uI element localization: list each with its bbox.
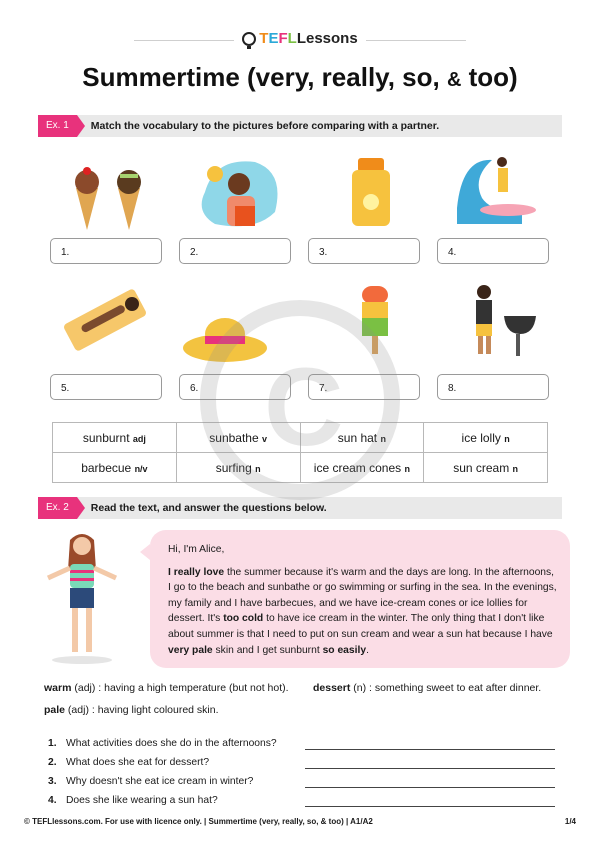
vocab-cell: ice lolly n bbox=[424, 423, 548, 453]
question-item: 4. Does she like wearing a sun hat? bbox=[48, 795, 218, 806]
sunbathing-woman-icon bbox=[60, 280, 150, 360]
answer-line-2[interactable] bbox=[305, 768, 555, 769]
vocab-cell: sun cream n bbox=[424, 453, 548, 483]
questions-list bbox=[48, 734, 298, 810]
barbecue-man-icon bbox=[456, 280, 546, 360]
exercise-2-tag: Ex. 2 bbox=[38, 497, 77, 519]
answer-box-7[interactable]: 7. bbox=[308, 374, 420, 400]
logo-letter-l: L bbox=[287, 30, 297, 47]
vocab-row bbox=[53, 423, 548, 453]
bubble-paragraph: I really love the summer because it's warm and the days are long. In the afternoons, I go to the beach and sunbathe or go swimming or surfing in the sea. In the evenings, my family and I have barbecues, and we have ice-cream cones or ice lollies for dessert. It's too cold to have ice cream in the winter. The only thing that I don't like about summer is that I need to put on sun cream and wear a sun hat because I have very pale skin and I get sunburnt so easily. bbox=[168, 566, 557, 656]
page-title: Summertime (very, really, so, & too) bbox=[82, 62, 518, 92]
vocab-cell: barbecue n/v bbox=[53, 453, 177, 483]
girl-alice-icon bbox=[42, 530, 122, 665]
vocab-cell: sun hat n bbox=[300, 423, 424, 453]
glossary-pale: pale (adj) : having light coloured skin. bbox=[44, 704, 219, 716]
answer-box-1[interactable]: 1. bbox=[50, 238, 162, 264]
question-item: 2. What does she eat for dessert? bbox=[48, 757, 210, 768]
logo-lessons: Lessons bbox=[296, 30, 358, 47]
sun-cream-bottle-icon bbox=[330, 152, 420, 232]
sunburnt-woman-icon bbox=[195, 152, 285, 232]
glossary-warm: warm (adj) : having a high temperature (but not hot). bbox=[44, 682, 289, 694]
exercise-2-instruction: Read the text, and answer the questions below. bbox=[90, 502, 327, 514]
answer-line-1[interactable] bbox=[305, 749, 555, 750]
ice-cream-cones-icon bbox=[68, 158, 158, 238]
exercise-1-instruction: Match the vocabulary to the pictures before comparing with a partner. bbox=[90, 120, 440, 132]
ice-lolly-icon bbox=[330, 282, 420, 362]
vocab-cell: sunburnt adj bbox=[53, 423, 177, 453]
page-footer bbox=[24, 817, 576, 826]
answer-box-3[interactable]: 3. bbox=[308, 238, 420, 264]
answer-box-2[interactable]: 2. bbox=[179, 238, 291, 264]
question-item: 1. What activities does she do in the afternoons? bbox=[48, 738, 277, 749]
answer-line-4[interactable] bbox=[305, 806, 555, 807]
brand-logo bbox=[0, 30, 600, 51]
lightbulb-icon bbox=[242, 32, 256, 46]
answer-box-4[interactable]: 4. bbox=[437, 238, 549, 264]
sun-hat-icon bbox=[180, 296, 270, 376]
glossary-dessert: dessert (n) : something sweet to eat after dinner. bbox=[313, 682, 542, 694]
logo-letter-e: E bbox=[268, 30, 279, 47]
exercise-2-bar bbox=[38, 497, 562, 519]
exercise-1-bar bbox=[38, 115, 562, 137]
footer-copyright: © TEFLlessons.com. For use with licence only. | Summertime (very, really, so, & too) | A1/A2 bbox=[24, 817, 373, 826]
exercise-1-tag: Ex. 1 bbox=[38, 115, 77, 137]
vocab-row bbox=[53, 453, 548, 483]
answer-box-8[interactable]: 8. bbox=[437, 374, 549, 400]
answer-line-3[interactable] bbox=[305, 787, 555, 788]
vocab-cell: sunbathe v bbox=[176, 423, 300, 453]
logo-letter-f: F bbox=[278, 30, 288, 47]
footer-page-number: 1/4 bbox=[564, 817, 576, 826]
surfer-icon bbox=[452, 148, 542, 228]
question-item: 3. Why doesn't she eat ice cream in winter? bbox=[48, 776, 254, 787]
alice-text-bubble bbox=[150, 530, 570, 668]
answer-box-5[interactable]: 5. bbox=[50, 374, 162, 400]
answer-box-6[interactable]: 6. bbox=[179, 374, 291, 400]
logo-letter-t: T bbox=[259, 30, 269, 47]
bubble-greeting: Hi, I'm Alice, bbox=[168, 544, 225, 555]
vocab-cell: surfing n bbox=[176, 453, 300, 483]
vocab-cell: ice cream cones n bbox=[300, 453, 424, 483]
vocabulary-table bbox=[52, 422, 548, 483]
